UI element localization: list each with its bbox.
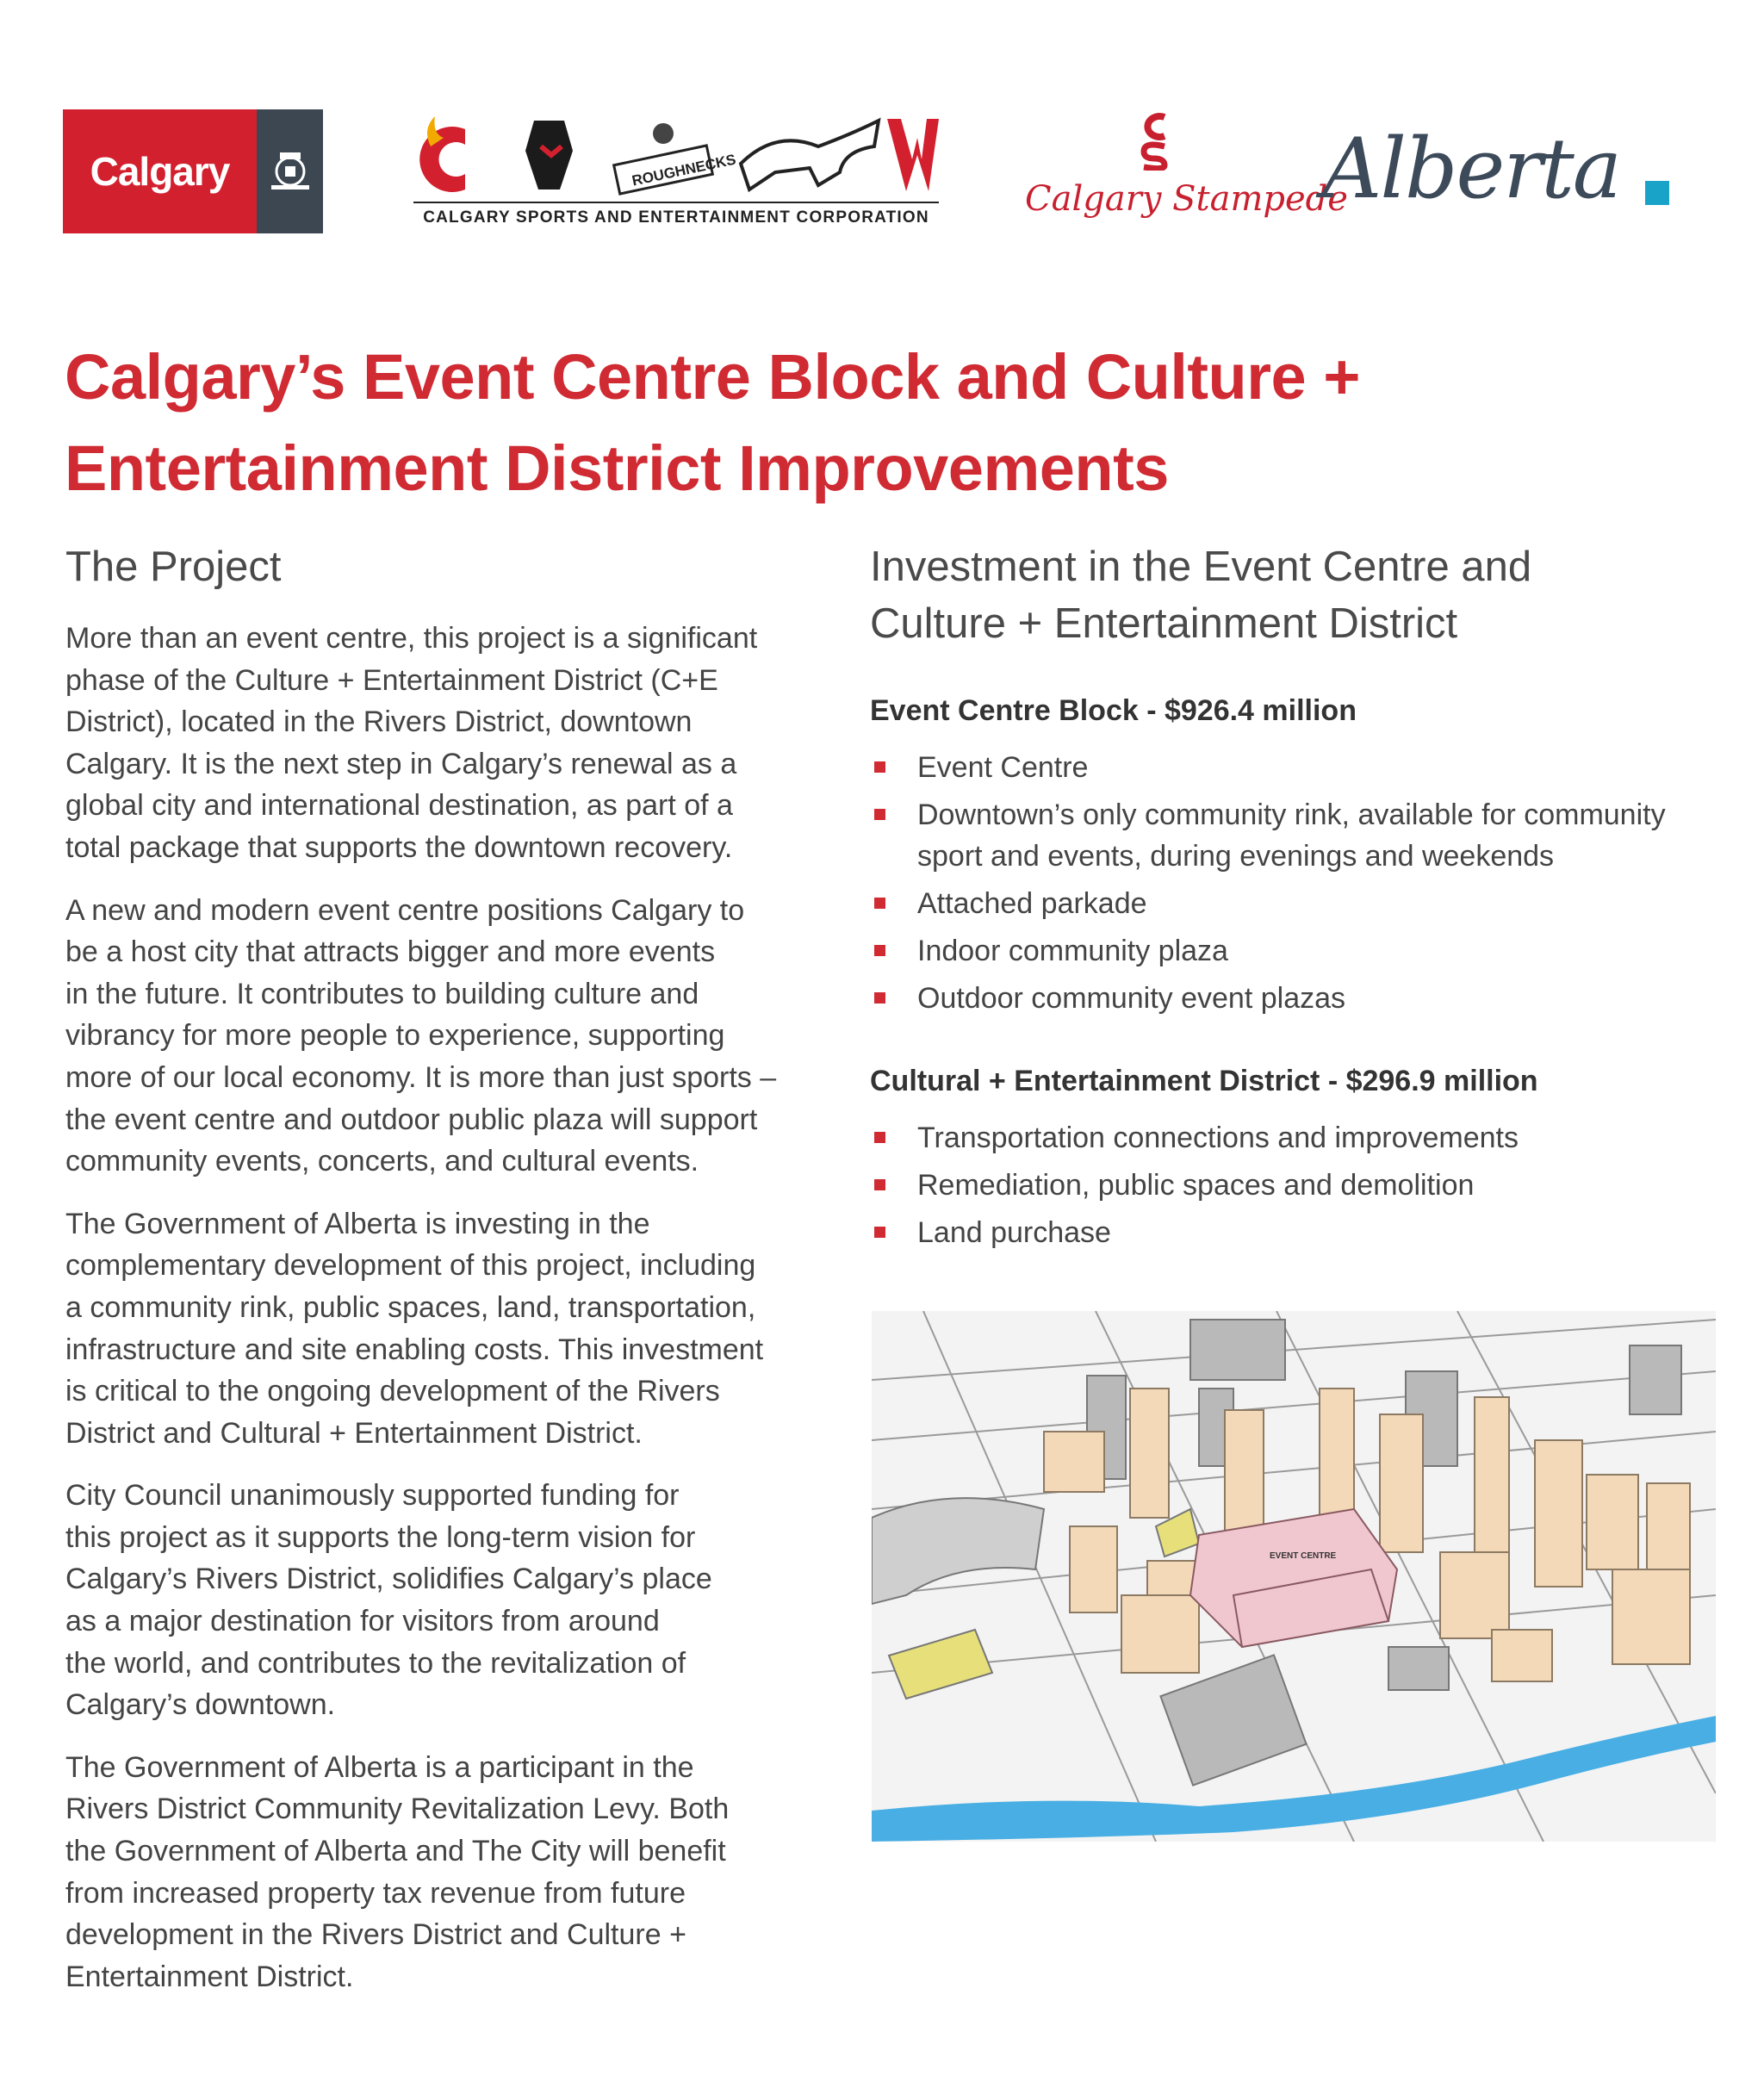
bullet-square-icon (874, 992, 885, 1004)
district-title: Cultural + Entertainment District - $296.9 million (870, 1065, 1538, 1097)
event-centre-label: EVENT CENTRE (1270, 1551, 1337, 1561)
bullet-square-icon (874, 809, 885, 820)
calgary-wordmark: Calgary (63, 109, 257, 233)
investment-section (870, 538, 1731, 1296)
event-centre-block-list (870, 747, 1731, 1019)
alberta-square-icon (1645, 181, 1669, 205)
project-paragraph: More than an event centre, this project is a significant phase of the Culture + Entertainment District (C+E District), located in the Rivers District, downtown Calgary. It is the next step in Calgary’s renewal as a global city and international destination, as part of a total package that supports the downtown recovery. (65, 622, 758, 864)
list-item-text: Event Centre (917, 751, 1089, 784)
bullet-square-icon (874, 1179, 885, 1190)
list-item (870, 978, 1731, 1019)
list-item-text: Land purchase (917, 1216, 1111, 1249)
page-title: Calgary’s Event Centre Block and Culture + Entertainment District Improvements (65, 341, 1360, 504)
calgary-crest-icon (257, 109, 323, 233)
event-centre-block-title: Event Centre Block - $926.4 million (870, 694, 1357, 727)
bullet-square-icon (874, 898, 885, 909)
project-paragraph: The Government of Alberta is investing in the complementary development of this project, including a community rink, public spaces, land, transportation, infrastructure and site enabling costs. This investment is critical to the ongoing development of the Rivers District and Cultural + Entertainment District. (65, 1207, 764, 1450)
alberta-logo (1322, 121, 1684, 241)
roughnecks-wordmark: ROUGHNECKS (630, 151, 738, 190)
list-item (870, 883, 1731, 924)
calgary-stampede-logo (1025, 110, 1348, 231)
stampede-cs-icon (1137, 110, 1171, 171)
list-item-text: Attached parkade (917, 887, 1147, 920)
csec-logo (413, 112, 939, 241)
list-item-text: Transportation connections and improvements (917, 1122, 1519, 1154)
project-section (65, 538, 841, 2018)
calgary-logo (63, 109, 323, 233)
district-rendering (872, 1311, 1716, 1842)
investment-heading: Investment in the Event Centre and Culture + Entertainment District (870, 544, 1532, 647)
list-item (870, 747, 1731, 788)
list-item (870, 1165, 1731, 1206)
list-item-text: Indoor community plaza (917, 935, 1228, 967)
stampede-wordmark: Calgary Stampede (1025, 179, 1348, 219)
bullet-square-icon (874, 945, 885, 956)
project-paragraph: A new and modern event centre positions Calgary to be a host city that attracts bigger and more events in the future. It contributes to building culture and vibrancy for more people to experience, supporting more of our local economy. It is more than just sports – the event centre and outdoor public plaza will support community events, concerts, and cultural events. (65, 893, 777, 1178)
bullet-square-icon (874, 761, 885, 773)
alberta-wordmark: Alberta (1322, 121, 1620, 217)
bullet-square-icon (874, 1227, 885, 1238)
list-item (870, 1212, 1731, 1253)
project-paragraph: The Government of Alberta is a participant in the Rivers District Community Revitalization Levy. Both the Government of Alberta and The City will benefit from increased property tax revenue from future development in the Rivers District and Culture + Entertainment District. (65, 1750, 730, 1993)
list-item-text: Remediation, public spaces and demolition (917, 1169, 1475, 1202)
list-item (870, 1117, 1731, 1159)
bullet-square-icon (874, 1132, 885, 1143)
list-item-text: Downtown’s only community rink, available for community sport and events, during evenings and weekends (917, 798, 1666, 873)
project-paragraph: City Council unanimously supported funding for this project as it supports the long-term vision for Calgary’s Rivers District, solidifies Calgary’s place as a major destination for visitors from around the world, and contributes to the revitalization of Calgary’s downtown. (65, 1479, 712, 1722)
csec-team-marks-icon (413, 112, 939, 198)
list-item (870, 794, 1731, 877)
list-item (870, 930, 1731, 972)
district-rendering-illustration (872, 1311, 1716, 1842)
district-list (870, 1117, 1731, 1253)
list-item-text: Outdoor community event plazas (917, 982, 1346, 1015)
csec-divider (413, 202, 939, 203)
csec-caption: CALGARY SPORTS AND ENTERTAINMENT CORPORATION (423, 208, 929, 227)
project-heading: The Project (65, 544, 282, 590)
